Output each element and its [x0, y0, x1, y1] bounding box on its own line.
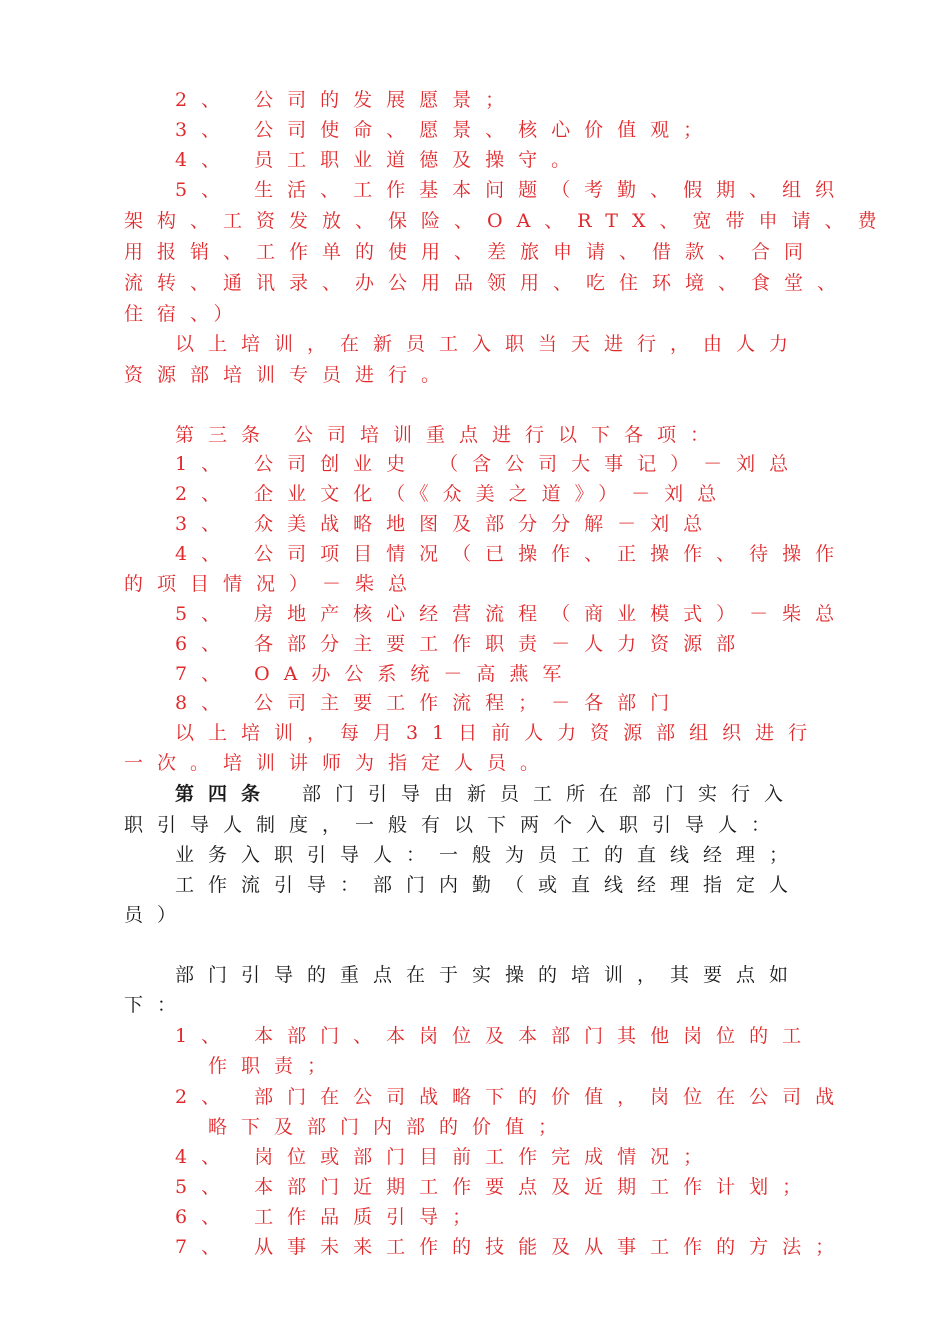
paragraph-line: 架构、工资发放、保险、OA、RTX、宽带申请、费: [124, 210, 891, 232]
list-item-continuation: 作职责；: [208, 1055, 341, 1077]
list-item-ethics: 4、 员工职业道德及操守。: [175, 149, 585, 171]
list-item: 8、 公司主要工作流程；－各部门: [175, 692, 684, 714]
paragraph-line: 流转、通讯录、办公用品领用、吃住环境、食堂、: [124, 272, 851, 294]
list-item: 2、 部门在公司战略下的价值，岗位在公司战: [175, 1086, 849, 1108]
article-4-paragraph: [175, 782, 797, 806]
paragraph-text: 部门引导由新员工所在部门实行入: [302, 783, 798, 805]
list-item: 5、 本部门近期工作要点及近期工作计划；: [175, 1176, 816, 1198]
list-item: 7、 OA办公系统－高燕军: [175, 663, 576, 685]
paragraph-line: 以上培训，每月31日前人力资源部组织进行: [175, 722, 822, 744]
paragraph-line: 的项目情况）－柴总: [124, 573, 422, 595]
list-item: 4、 公司项目情况（已操作、正操作、待操作: [175, 543, 849, 565]
paragraph-line: 住宿、）: [124, 303, 247, 325]
paragraph-line: 工作流引导：部门内勤（或直线经理指定人: [175, 874, 803, 896]
list-item: 6、 各部分主要工作职责－人力资源部: [175, 633, 750, 655]
list-item: 2、 企业文化（《众美之道》）－刘总: [175, 483, 731, 505]
paragraph-line: 下：: [124, 994, 191, 1016]
paragraph-line: 员）: [124, 904, 191, 926]
paragraph-line: 业务入职引导人：一般为员工的直线经理；: [175, 844, 803, 866]
article-3-heading: 第三条 公司培训重点进行以下各项：: [175, 424, 724, 446]
paragraph-line: 部门引导的重点在于实操的培训，其要点如: [175, 964, 803, 986]
list-item-vision: 2、 公司的发展愿景；: [175, 89, 519, 111]
list-item: 6、 工作品质引导；: [175, 1206, 486, 1228]
list-item: 1、 本部门、本岗位及本部门其他岗位的工: [175, 1025, 816, 1047]
paragraph-line: 用报销、工作单的使用、差旅申请、借款、合同: [124, 241, 818, 263]
paragraph-line: 以上培训，在新员工入职当天进行，由人力: [175, 333, 803, 355]
list-item-basics: 5、 生活、工作基本问题（考勤、假期、组织: [175, 179, 849, 201]
list-item: 7、 从事未来工作的技能及从事工作的方法；: [175, 1236, 849, 1258]
list-item: 5、 房地产核心经营流程（商业模式）－柴总: [175, 603, 849, 625]
paragraph-line: 一次。培训讲师为指定人员。: [124, 752, 554, 774]
list-item-mission: 3、 公司使命、愿景、核心价值观；: [175, 119, 717, 141]
list-item: 3、 众美战略地图及部分分解－刘总: [175, 513, 717, 535]
list-item: 4、 岗位或部门目前工作完成情况；: [175, 1146, 717, 1168]
article-4-heading: 第四条: [175, 783, 275, 805]
paragraph-line: 资源部培训专员进行。: [124, 364, 455, 386]
list-item: 1、 公司创业史 （含公司大事记）－刘总: [175, 453, 803, 475]
list-item-continuation: 略下及部门内部的价值；: [208, 1116, 572, 1138]
paragraph-line: 职引导人制度，一般有以下两个入职引导人：: [124, 814, 785, 836]
